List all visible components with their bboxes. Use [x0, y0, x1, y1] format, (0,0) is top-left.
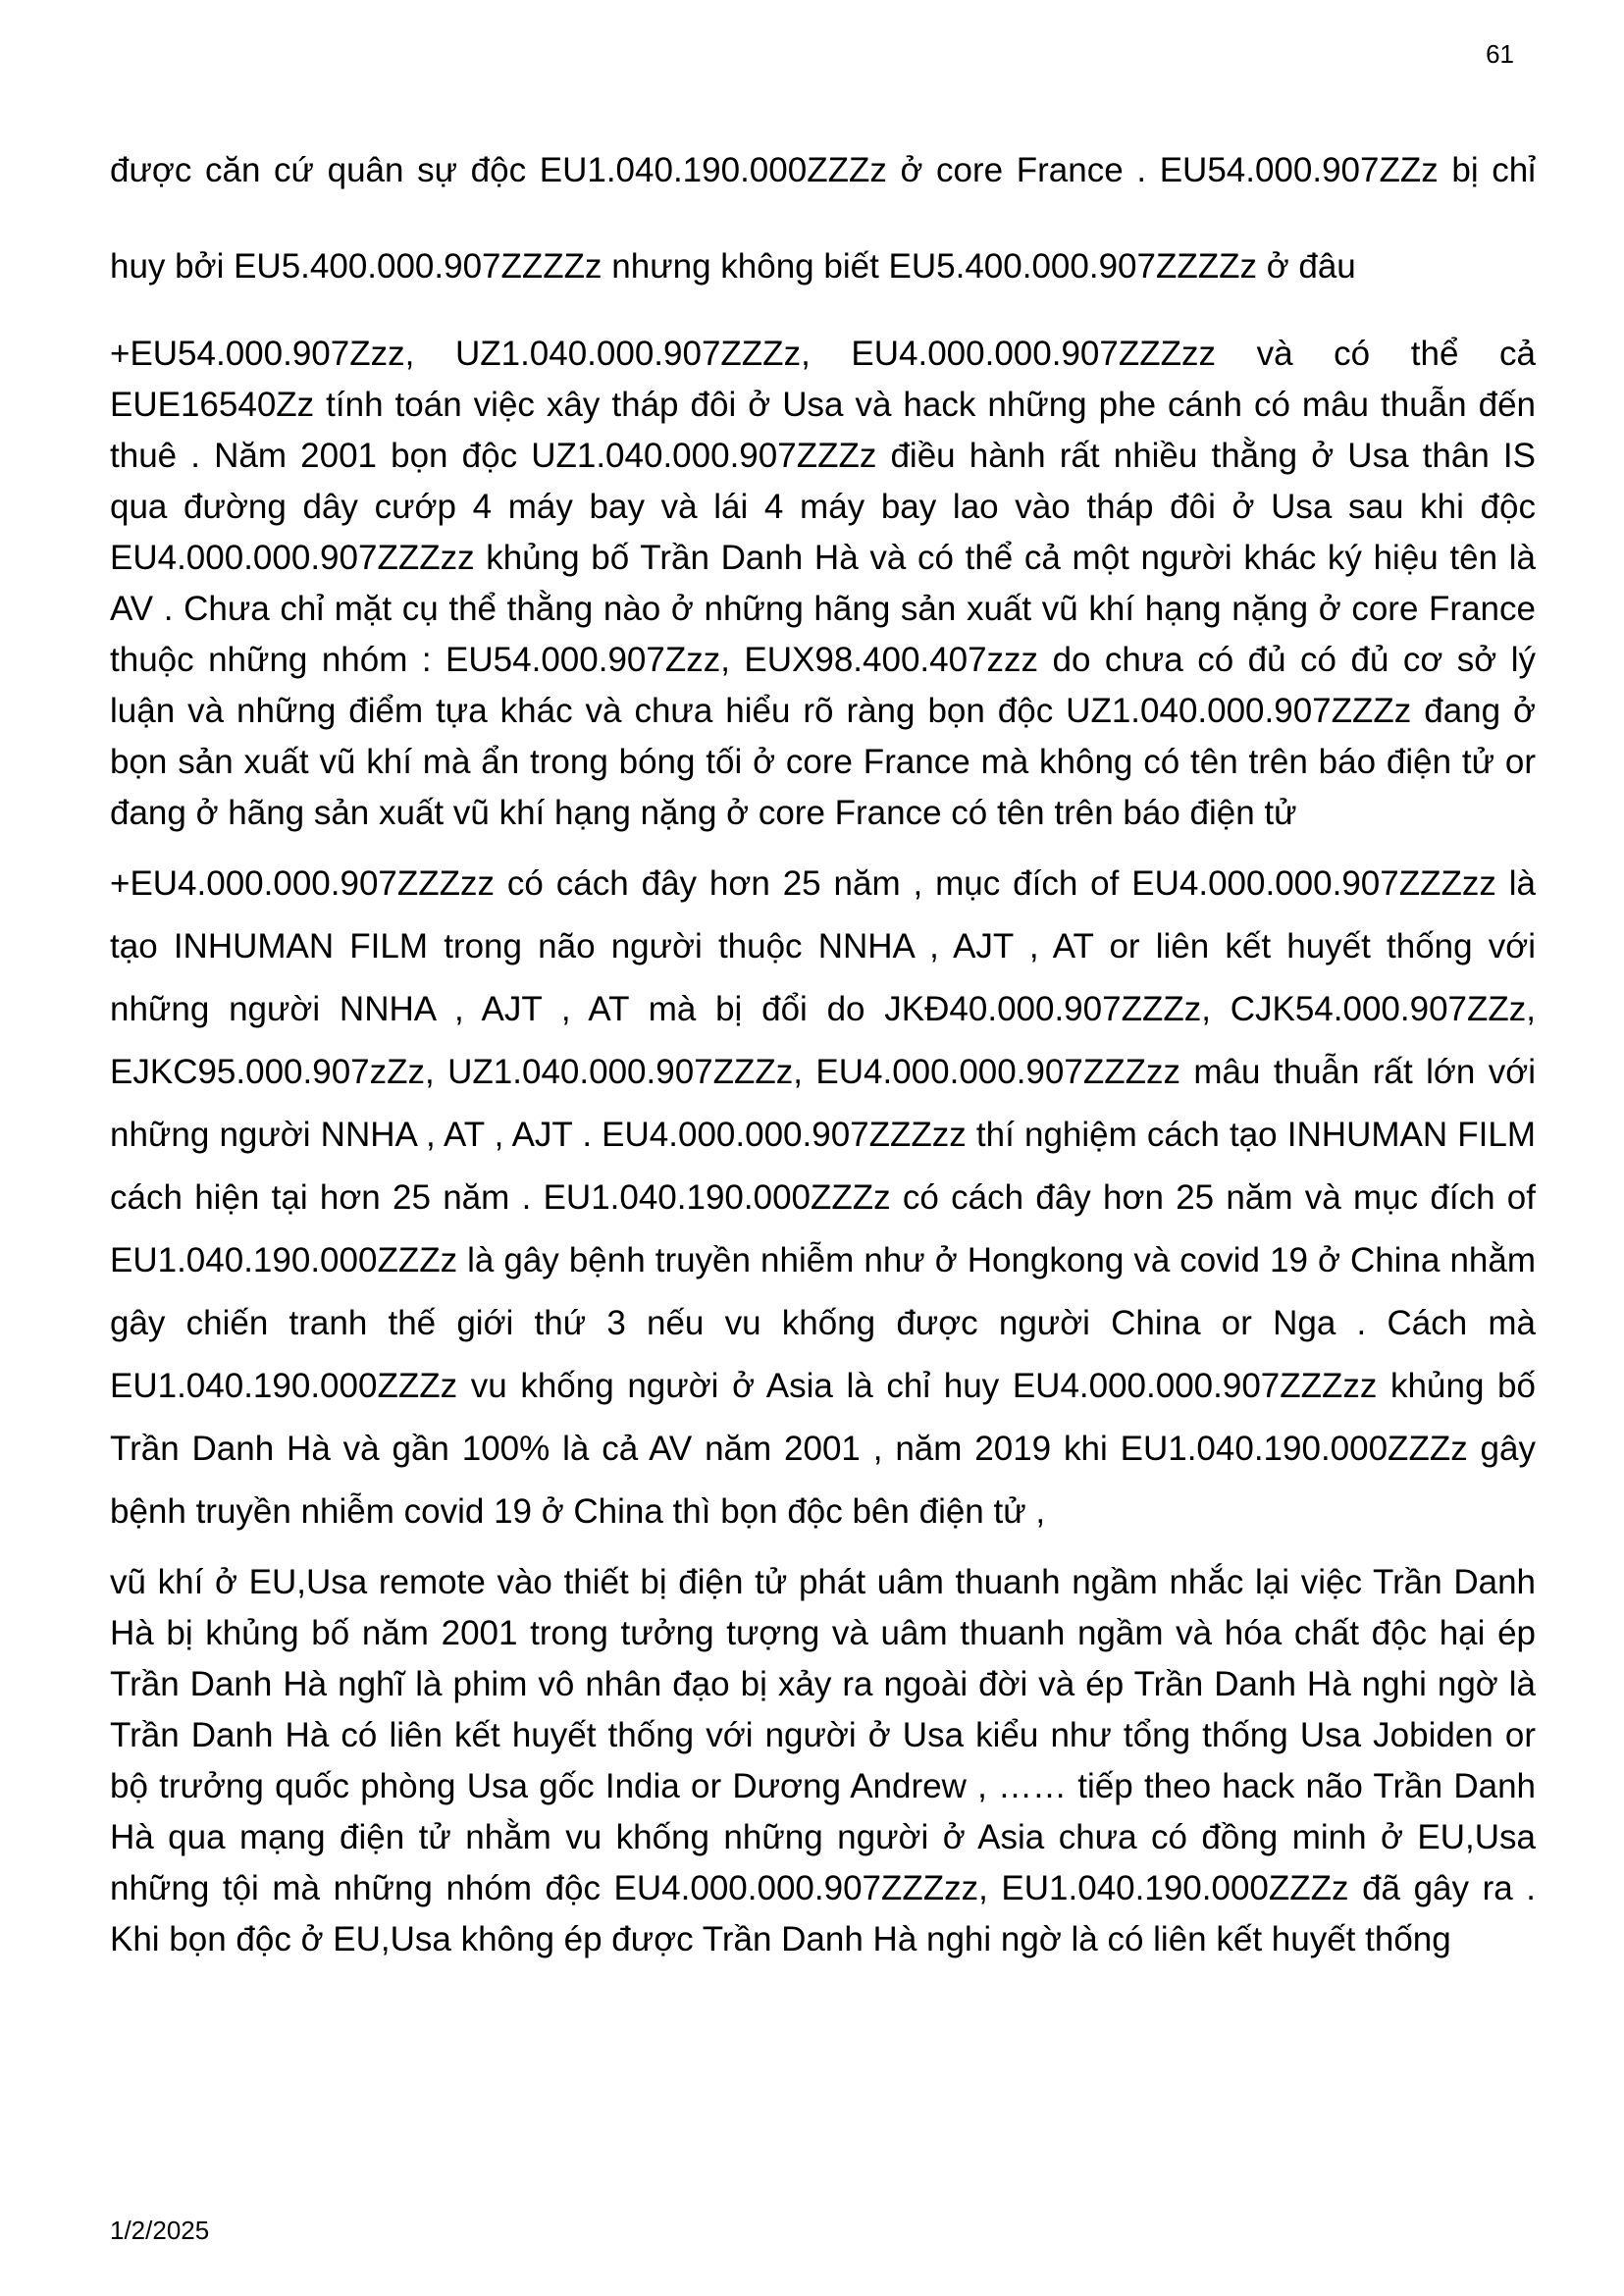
- paragraph-3: +EU4.000.000.907ZZZzz có cách đây hơn 25 năm , mục đích of EU4.000.000.907ZZZzz là tạo INHUMAN FILM trong não người thuộc NNHA , AJT , AT or liên kết huyết thống với những người NNHA , AJT , AT mà bị đổi do JKĐ40.000.907ZZZz, CJK54.000.907ZZz, EJKC95.000.907zZz, UZ1.040.000.907ZZZz, EU4.000.000.907ZZZzz mâu thuẫn rất lớn với những người NNHA , AT , AJT . EU4.000.000.907ZZZzz thí nghiệm cách tạo INHUMAN FILM cách hiện tại hơn 25 năm . EU1.040.190.000ZZZz có cách đây hơn 25 năm và mục đích of EU1.040.190.000ZZZz là gây bệnh truyền nhiễm như ở Hongkong và covid 19 ở China nhằm gây chiến tranh thế giới thứ 3 nếu vu khống được người China or Nga . Cách mà EU1.040.190.000ZZZz vu khống người ở Asia là chỉ huy EU4.000.000.907ZZZzz khủng bố Trần Danh Hà và gần 100% là cả AV năm 2001 , năm 2019 khi EU1.040.190.000ZZZz gây bệnh truyền nhiễm covid 19 ở China thì bọn độc bên điện tử ,: [110, 864, 1536, 1531]
- page-number: 61: [1486, 39, 1514, 69]
- paragraph-1: được căn cứ quân sự độc EU1.040.190.000ZZZz ở core France . EU54.000.907ZZz bị chỉ huy bởi EU5.400.000.907ZZZZz nhưng không biết EU5.400.000.907ZZZZz ở đâu: [110, 151, 1536, 286]
- document-body: [110, 123, 1536, 1965]
- footer-date: 1/2/2025: [110, 2216, 210, 2245]
- paragraph-2: +EU54.000.907Zzz, UZ1.040.000.907ZZZz, EU4.000.000.907ZZZzz và có thể cả EUE16540Zz tính toán việc xây tháp đôi ở Usa và hack những phe cánh có mâu thuẫn đến thuê . Năm 2001 bọn độc UZ1.040.000.907ZZZz điều hành rất nhiều thằng ở Usa thân IS qua đường dây cướp 4 máy bay và lái 4 máy bay lao vào tháp đôi ở Usa sau khi độc EU4.000.000.907ZZZzz khủng bố Trần Danh Hà và có thể cả một người khác ký hiệu tên là AV . Chưa chỉ mặt cụ thể thằng nào ở những hãng sản xuất vũ khí hạng nặng ở core France thuộc những nhóm : EU54.000.907Zzz, EUX98.400.407zzz do chưa có đủ có đủ cơ sở lý luận và những điểm tựa khác và chưa hiểu rõ ràng bọn độc UZ1.040.000.907ZZZz đang ở bọn sản xuất vũ khí mà ẩn trong bóng tối ở core France mà không có tên trên báo điện tử or đang ở hãng sản xuất vũ khí hạng nặng ở core France có tên trên báo điện tử: [110, 335, 1536, 832]
- paragraph-4: vũ khí ở EU,Usa remote vào thiết bị điện tử phát uâm thuanh ngầm nhắc lại việc Trần Danh Hà bị khủng bố năm 2001 trong tưởng tượng và uâm thuanh ngầm và hóa chất độc hại ép Trần Danh Hà nghĩ là phim vô nhân đạo bị xảy ra ngoài đời và ép Trần Danh Hà nghi ngờ là Trần Danh Hà có liên kết huyết thống với người ở Usa kiểu như tổng thống Usa Jobiden or bộ trưởng quốc phòng Usa gốc India or Dương Andrew , …… tiếp theo hack não Trần Danh Hà qua mạng điện tử nhằm vu khống những người ở Asia chưa có đồng minh ở EU,Usa những tội mà những nhóm độc EU4.000.000.907ZZZzz, EU1.040.190.000ZZZz đã gây ra . Khi bọn độc ở EU,Usa không ép được Trần Danh Hà nghi ngờ là có liên kết huyết thống: [110, 1563, 1536, 1958]
